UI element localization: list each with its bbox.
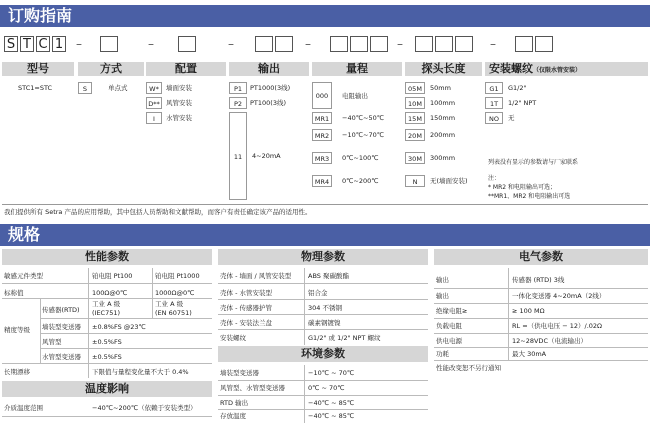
- acc-value-a: 工业 A 级 (IEC751): [92, 300, 121, 317]
- acc-key: 墙装型变送器: [42, 323, 81, 331]
- header-method: 方式: [78, 62, 144, 76]
- order-guide-title-bar: [0, 5, 650, 27]
- elec-key: 绝缘电阻≥: [436, 307, 468, 315]
- dash: –: [305, 37, 311, 51]
- thread-code-box: [515, 36, 533, 52]
- grid-line: [218, 314, 428, 315]
- method-code-box: [100, 36, 118, 52]
- grid-line: [2, 416, 212, 417]
- accuracy-label: 精度等级: [4, 326, 30, 334]
- note-line-2: 注：: [488, 175, 501, 182]
- thread-label-g1: G1/2": [508, 84, 527, 92]
- grid-line: [2, 283, 212, 284]
- temp-effect-key: 介质温度范围: [4, 404, 43, 412]
- disclaimer: 我们提供所有 Setra 产品的应用帮助，其中包括人员帮助和文献帮助，而客户有责任确定该产品的适用性。: [4, 208, 312, 216]
- probe-code-15m: 15M: [405, 112, 425, 124]
- perf-value-a: 铂电阻 Pt100: [92, 272, 133, 280]
- elec-key: 供电电源: [436, 337, 462, 345]
- acc-value: ±0.8%FS @23℃: [92, 323, 146, 331]
- output-label-11: 4~20mA: [252, 152, 281, 160]
- drift-key: 长期漂移: [4, 368, 30, 376]
- dash: –: [228, 37, 234, 51]
- probe-label-10m: 100mm: [430, 99, 456, 107]
- grid-line: [508, 268, 509, 360]
- probe-label-15m: 150mm: [430, 114, 456, 122]
- phys-key: 安装螺纹: [220, 334, 246, 342]
- thread-code-1t: 1T: [485, 97, 503, 109]
- config-code-d: D**: [146, 97, 162, 109]
- probe-code-30m: 30M: [405, 152, 425, 164]
- dash: –: [148, 37, 154, 51]
- config-label-w: 墙面安装: [166, 84, 192, 92]
- output-code-p1: P1: [229, 82, 247, 94]
- output-code-11: 11: [229, 112, 247, 200]
- acc-key: 水管型变送器: [42, 353, 81, 361]
- note-line-3: * MR2 和电阻输出可选；: [488, 184, 556, 191]
- header-thread-label: 安装螺纹: [489, 62, 533, 75]
- dash: –: [397, 37, 403, 51]
- range-code-mr3: MR3: [312, 152, 332, 164]
- method-label: 单点式: [108, 84, 128, 92]
- acc-key: 风管型: [42, 338, 62, 346]
- elec-key: 负载电阻: [436, 322, 462, 330]
- acc-value-b: 工业 A 级 (EN 60751): [155, 300, 192, 317]
- probe-label-30m: 300mm: [430, 154, 456, 162]
- phys-value: G1/2" 或 1/2" NPT 螺纹: [308, 334, 381, 342]
- phys-value: 碳素钢镀镍: [308, 319, 341, 327]
- acc-key: 传感器(RTD): [42, 306, 80, 314]
- config-code-i: I: [146, 112, 162, 124]
- model-value: STC1=STC: [18, 84, 53, 92]
- elec-value: ≥ 100 MΩ: [512, 307, 545, 315]
- phys-value: 304 不锈钢: [308, 304, 342, 312]
- probe-code-n: N: [405, 175, 425, 187]
- config-label-d: 风管安装: [166, 99, 192, 107]
- probe-code-20m: 20M: [405, 129, 425, 141]
- range-label-mr2: −10℃~70℃: [342, 131, 385, 139]
- method-code: S: [78, 82, 92, 94]
- acc-value: ±0.5%FS: [92, 353, 122, 361]
- code-letter-box: 1: [52, 36, 66, 52]
- range-label-mr3: 0℃~100℃: [342, 154, 379, 162]
- environment-title: 环境参数: [218, 346, 428, 362]
- grid-line: [2, 363, 212, 364]
- config-label-i: 水管安装: [166, 114, 192, 122]
- perf-value-b: 铂电阻 Pt1000: [155, 272, 200, 280]
- range-code-box: [330, 36, 348, 52]
- output-label-p1: PT1000(3线): [250, 84, 291, 92]
- grid-line: [218, 395, 428, 396]
- range-code-box: [370, 36, 388, 52]
- perf-key: 敏感元件类型: [4, 272, 43, 280]
- env-key: 墙装型变送器: [220, 369, 259, 377]
- range-code-000: 000: [312, 82, 332, 109]
- perf-key: 标称值: [4, 289, 24, 297]
- elec-value: 最大 30mA: [512, 350, 547, 358]
- probe-label-n: 无(墙面安装): [430, 177, 468, 185]
- temp-effect-title: 温度影响: [2, 381, 212, 397]
- grid-line: [40, 298, 41, 363]
- grid-line: [434, 318, 648, 319]
- perf-value-b: 1000Ω@0℃: [155, 289, 195, 297]
- elec-value: 12~28VDC（电流输出）: [512, 337, 587, 345]
- grid-line: [304, 365, 305, 423]
- drift-value: 下限值与量程变化量不大于 0.4%: [92, 368, 189, 376]
- output-code-box: [275, 36, 293, 52]
- env-value: 0℃ ~ 70℃: [308, 384, 345, 392]
- grid-line: [434, 333, 648, 334]
- grid-line: [218, 409, 428, 410]
- grid-line: [434, 360, 648, 361]
- dash: –: [490, 37, 496, 51]
- header-thread: [485, 62, 648, 76]
- header-thread-note: （仅限水管安装）: [533, 67, 582, 74]
- thread-code-g1: G1: [485, 82, 503, 94]
- phys-key: 壳体 - 传感器护管: [220, 304, 272, 312]
- dash: –: [76, 37, 82, 51]
- note-line-4: **MR1、MR2 和电阻输出可选: [488, 193, 571, 200]
- probe-label-20m: 200mm: [430, 131, 456, 139]
- phys-key: 壳体 - 安装法兰盘: [220, 319, 272, 327]
- code-letter-box: S: [4, 36, 18, 52]
- grid-line: [434, 347, 648, 348]
- elec-key: 输出: [436, 276, 449, 284]
- env-key: 存放温度: [220, 412, 246, 420]
- temp-effect-value: −40℃~200℃（依赖于安装类型）: [92, 404, 197, 412]
- phys-value: 铝合金: [308, 289, 328, 297]
- grid-line: [40, 348, 212, 349]
- grid-line: [88, 268, 89, 378]
- thread-code-box: [535, 36, 553, 52]
- spec-title: 规格: [8, 225, 41, 244]
- probe-label-05m: 50mm: [430, 84, 451, 92]
- grid-line: [218, 283, 428, 284]
- output-code-box: [255, 36, 273, 52]
- range-label-000: 电阻输出: [342, 92, 368, 100]
- electrical-note: 性能改变恕不另行通知: [436, 364, 501, 372]
- env-value: −10℃ ~ 70℃: [308, 369, 355, 377]
- range-label-mr1: −40℃~50℃: [342, 114, 385, 122]
- thread-label-no: 无: [508, 114, 515, 122]
- grid-line: [40, 333, 212, 334]
- phys-value: ABS 聚碳酸酯: [308, 272, 349, 280]
- code-letter-box: C: [36, 36, 50, 52]
- probe-code-box: [435, 36, 453, 52]
- phys-key: 壳体 - 水管安装型: [220, 289, 272, 297]
- probe-code-10m: 10M: [405, 97, 425, 109]
- config-code-box: [178, 36, 196, 52]
- phys-key: 壳体 - 墙面 / 风管安装型: [220, 272, 292, 280]
- grid-line: [304, 268, 305, 345]
- env-value: −40℃ ~ 85℃: [308, 399, 355, 407]
- grid-line: [152, 268, 153, 318]
- probe-code-box: [415, 36, 433, 52]
- grid-line: [434, 288, 648, 289]
- elec-key: 输出: [436, 292, 449, 300]
- header-config: 配置: [146, 62, 226, 76]
- output-code-p2: P2: [229, 97, 247, 109]
- note-line-1: 列表没有显示的参数请与厂家联系: [488, 159, 579, 166]
- divider: [2, 204, 648, 205]
- thread-code-no: NO: [485, 112, 503, 124]
- env-key: 风管型、水管型变送器: [220, 384, 285, 392]
- perf-value-a: 100Ω@0℃: [92, 289, 128, 297]
- thread-label-1t: 1/2" NPT: [508, 99, 537, 107]
- config-code-w: W*: [146, 82, 162, 94]
- output-label-p2: PT100(3线): [250, 99, 287, 107]
- grid-line: [218, 299, 428, 300]
- env-value: −40℃ ~ 85℃: [308, 412, 355, 420]
- range-code-mr4: MR4: [312, 175, 332, 187]
- range-code-mr2: MR2: [312, 129, 332, 141]
- grid-line: [40, 318, 212, 319]
- probe-code-05m: 05M: [405, 82, 425, 94]
- grid-line: [218, 329, 428, 330]
- header-probe: 探头长度: [405, 62, 482, 76]
- header-model: 型号: [2, 62, 74, 76]
- elec-value: 传感器 (RTD) 3线: [512, 276, 565, 284]
- performance-title: 性能参数: [2, 249, 212, 265]
- spec-title-bar: [0, 224, 650, 246]
- acc-value: ±0.5%FS: [92, 338, 122, 346]
- env-key: RTD 输出: [220, 399, 249, 407]
- range-code-box: [350, 36, 368, 52]
- grid-line: [434, 303, 648, 304]
- elec-key: 功耗: [436, 350, 449, 358]
- elec-value: 一体化变送器 4~20mA（2线）: [512, 292, 606, 300]
- order-guide-title: 订购指南: [8, 6, 73, 25]
- header-range: 量程: [312, 62, 402, 76]
- probe-code-box: [455, 36, 473, 52]
- elec-value: RL =（供电电压 − 12）/.02Ω: [512, 322, 602, 330]
- grid-line: [2, 298, 212, 299]
- range-code-mr1: MR1: [312, 112, 332, 124]
- range-label-mr4: 0℃~200℃: [342, 177, 379, 185]
- header-output: 输出: [229, 62, 309, 76]
- electrical-title: 电气参数: [434, 249, 648, 265]
- code-letter-box: T: [20, 36, 34, 52]
- grid-line: [218, 380, 428, 381]
- physical-title: 物理参数: [218, 249, 428, 265]
